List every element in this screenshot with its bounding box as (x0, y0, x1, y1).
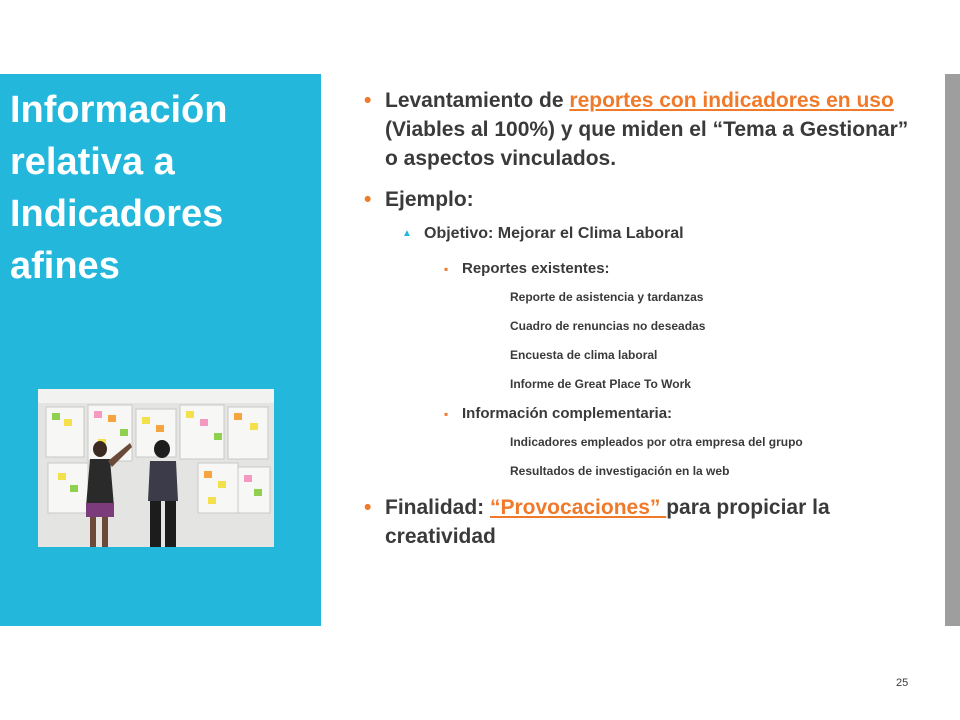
triangle-bullet-icon: ▲ (402, 228, 412, 239)
square-bullet-icon: ▪ (444, 262, 449, 276)
list-item: Indicadores empleados por otra empresa del grupo (510, 435, 803, 449)
existing-label: Reportes existentes: (462, 260, 610, 277)
bullet-levantamiento (364, 86, 924, 173)
bullet-finalidad (364, 493, 924, 551)
bullet-text: (Viables al 100%) y que miden el “Tema a Gestionar” o aspectos vinculados. (385, 118, 909, 170)
title-line: Indicadores (10, 193, 224, 235)
bullet-text: Levantamiento de (385, 89, 570, 112)
list-item: Encuesta de clima laboral (510, 348, 658, 362)
list-item: Reporte de asistencia y tardanzas (510, 290, 704, 304)
slide-content (364, 86, 924, 551)
bullet-dot-icon: • (364, 188, 372, 211)
bullet-text: para propiciar la creatividad (385, 496, 830, 548)
photo-illustration (38, 389, 274, 547)
title-line: Información (10, 89, 228, 131)
bullet-text: Finalidad: (385, 496, 490, 519)
bullet-ejemplo (364, 185, 924, 214)
link-reportes[interactable]: reportes con indicadores en uso (569, 89, 894, 112)
complementary-heading (364, 404, 924, 424)
bullet-dot-icon: • (364, 89, 372, 112)
list-item: Resultados de investigación en la web (510, 464, 730, 478)
existing-reports-heading (364, 259, 924, 279)
link-provocaciones[interactable]: “Provocaciones” (490, 496, 667, 519)
list-item: Informe de Great Place To Work (510, 377, 691, 391)
photo-people-at-sticky-note-wall (38, 389, 274, 547)
slide-title (10, 84, 310, 292)
square-bullet-icon: ▪ (444, 407, 449, 421)
bullet-text: Ejemplo: (385, 188, 474, 211)
right-decorative-bar (945, 74, 960, 626)
list-item: Cuadro de renuncias no deseadas (510, 319, 706, 333)
complementary-label: Información complementaria: (462, 405, 673, 422)
objective-item (364, 223, 924, 245)
title-line: afines (10, 245, 120, 287)
bullet-dot-icon: • (364, 496, 372, 519)
page-number: 25 (896, 677, 909, 689)
objective-text: Objetivo: Mejorar el Clima Laboral (424, 225, 684, 242)
title-line: relativa a (10, 141, 175, 183)
